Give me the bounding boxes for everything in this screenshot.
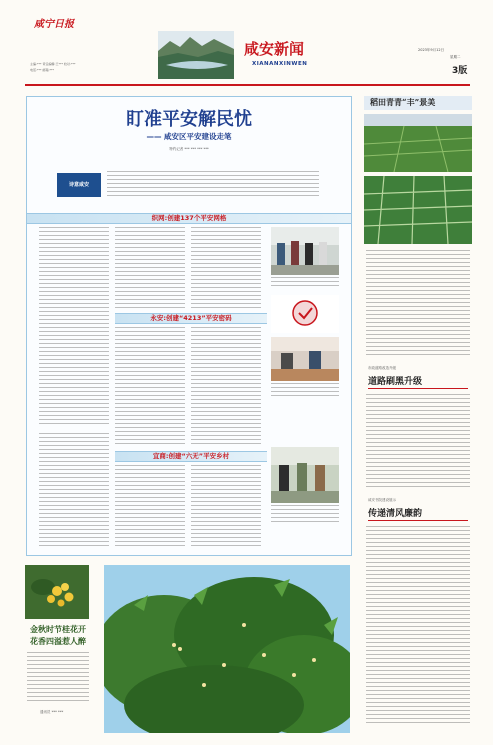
photo-osmanthus-closeup xyxy=(25,565,89,619)
section-pinyin: XIANANXINWEN xyxy=(252,61,308,67)
right-rule-2 xyxy=(368,388,468,389)
body-col-3a xyxy=(39,433,109,549)
bottom-left-text xyxy=(27,652,89,704)
intro-text xyxy=(107,171,319,199)
right-kicker-2: 市政道路改造升级 xyxy=(368,366,396,370)
contact-line-2: 电话:*** 邮箱:*** xyxy=(30,68,54,72)
photo-rice-field-2 xyxy=(364,176,472,244)
section-title: 咸安新闻 xyxy=(244,40,305,58)
caption-3 xyxy=(271,505,339,525)
body-col-1b xyxy=(115,227,185,309)
body-col-2b xyxy=(191,327,261,447)
right-story-2-text xyxy=(366,394,470,490)
caption-1 xyxy=(271,277,339,287)
right-rule-3 xyxy=(368,520,468,521)
photo-meeting xyxy=(271,337,339,381)
body-col-1a xyxy=(39,227,109,427)
right-title-1: 稻田青青“丰”景美 xyxy=(370,97,436,107)
main-story xyxy=(26,96,352,556)
issue-weekday: 星期二 xyxy=(450,55,461,59)
body-col-3b xyxy=(115,465,185,549)
right-title-2: 道路刷黑升级 xyxy=(368,377,423,387)
column-logo xyxy=(57,173,101,197)
page-number: 3版 xyxy=(452,66,468,76)
body-col-1c xyxy=(191,227,261,309)
masthead-landscape-image xyxy=(158,31,234,79)
photo-village xyxy=(271,447,339,503)
photo-osmanthus-tree xyxy=(104,565,350,733)
safety-emblem-image xyxy=(271,295,339,333)
masthead-rule xyxy=(25,84,470,86)
right-title-3: 传递清风廉韵 xyxy=(368,509,423,519)
right-story-1-text xyxy=(366,250,470,358)
photo-community-visit xyxy=(271,227,339,275)
bottom-left-title-2: 花香四溢惹人醉 xyxy=(30,636,86,646)
issue-date: 2023年9月12日 xyxy=(418,48,445,52)
newspaper-brand: 咸宁日报 xyxy=(34,19,74,30)
bottom-left-byline: 通讯员 *** *** xyxy=(40,710,64,714)
main-byline: 特约记者 *** *** *** *** xyxy=(169,147,209,151)
section-banner-2: 永安:创建“4213”平安密码 xyxy=(115,313,267,324)
section-banner-1: 织网:创建137个平安网格 xyxy=(27,213,351,224)
masthead xyxy=(0,0,493,86)
bottom-left-title-1: 金秋时节桂花开 xyxy=(30,624,86,634)
right-kicker-3: 咸安书院建设展示 xyxy=(368,498,396,502)
right-story-3-text xyxy=(366,526,470,726)
main-subtitle: —— 咸安区平安建设走笔 xyxy=(146,132,232,141)
right-column xyxy=(364,96,472,736)
caption-2 xyxy=(271,383,339,399)
body-col-2a xyxy=(115,327,185,447)
photo-rice-field-1 xyxy=(364,114,472,172)
body-col-3c xyxy=(191,465,261,549)
section-banner-3: 宜商:创建“六无”平安乡村 xyxy=(115,451,267,462)
main-headline: 盯准平安解民忧 xyxy=(126,109,252,130)
column-logo-text: 诗意咸安 xyxy=(68,182,89,188)
contact-line-1: 主编:*** 责任编辑:王*** 校对:*** xyxy=(30,62,76,66)
